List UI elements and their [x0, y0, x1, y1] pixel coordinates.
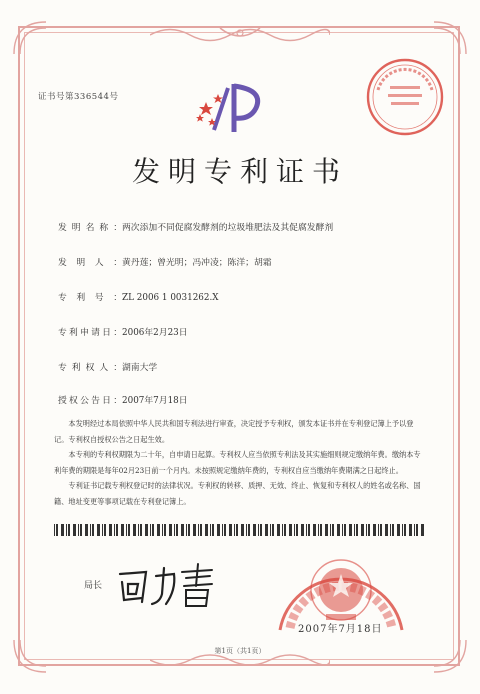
- barcode-bar: [174, 524, 175, 536]
- top-seal-stamp-icon: [364, 56, 446, 138]
- barcode-bar: [56, 524, 58, 536]
- barcode-bar: [248, 524, 250, 536]
- barcode-bar: [258, 524, 259, 536]
- barcode-bar: [78, 524, 79, 536]
- barcode-bar: [198, 524, 199, 536]
- barcode-bar: [66, 524, 67, 536]
- certificate-number: 证书号第336544号: [38, 92, 119, 102]
- barcode-bar: [186, 524, 187, 536]
- barcode-bar: [152, 524, 154, 536]
- barcode-bar: [229, 524, 232, 536]
- barcode-bar: [414, 524, 415, 536]
- barcode-bar: [169, 524, 172, 536]
- barcode-bar: [61, 524, 64, 536]
- barcode-bar: [97, 524, 100, 536]
- barcode-bar: [421, 524, 424, 536]
- barcode-bar: [73, 524, 76, 536]
- director-label: 局长: [84, 581, 103, 591]
- field-label: 专利权人：: [58, 363, 122, 373]
- barcode-bar: [181, 524, 184, 536]
- barcode-bar: [193, 524, 196, 536]
- field-value: 黄丹莲；曾光明；冯冲凌；陈洋；胡霜: [122, 258, 272, 268]
- barcode-bar: [217, 524, 220, 536]
- certificate-title: 发明专利证书: [131, 155, 348, 188]
- barcode-bar: [157, 524, 160, 536]
- field-patent-number: [58, 290, 219, 303]
- field-label: 授权公告日：: [58, 396, 122, 406]
- field-application-date: [58, 325, 188, 338]
- barcode-bar: [92, 524, 94, 536]
- barcode-bar: [162, 524, 163, 536]
- page-number: 第1页（共1页）: [214, 647, 266, 655]
- barcode-bar: [133, 524, 136, 536]
- field-patentee: [58, 360, 157, 373]
- field-label: 专利号：: [58, 293, 122, 303]
- patent-office-logo-icon: [194, 80, 270, 138]
- barcode-bar: [241, 524, 244, 536]
- field-value: 两次添加不同促腐发酵剂的垃圾堆肥法及其促腐发酵剂: [122, 223, 334, 233]
- barcode-bar: [224, 524, 226, 536]
- barcode-bar: [270, 524, 271, 536]
- barcode-bar: [121, 524, 124, 536]
- barcode-bar: [416, 524, 418, 536]
- body-paragraph: 本发明经过本局依照中华人民共和国专利法进行审查，决定授予专利权，颁发本证书并在专利登记簿上予以登记。专利权自授权公告之日起生效。: [54, 419, 414, 444]
- barcode-bar: [116, 524, 118, 536]
- barcode-bar: [212, 524, 214, 536]
- barcode-bar: [114, 524, 115, 536]
- field-grant-date: [58, 393, 188, 406]
- field-label: 发明人：: [58, 258, 122, 268]
- barcode-bar: [188, 524, 190, 536]
- issue-date: 2007年7月18日: [298, 624, 383, 635]
- barcode-bar: [164, 524, 166, 536]
- field-label: 发明名称：: [58, 223, 122, 233]
- barcode-bar: [236, 524, 238, 536]
- barcode-bar: [138, 524, 139, 536]
- field-inventors: [58, 255, 272, 268]
- barcode-bar: [80, 524, 82, 536]
- field-value: ZL 2006 1 0031262.X: [122, 293, 219, 303]
- field-value: 2007年7月18日: [122, 396, 188, 406]
- field-label: 专利申请日：: [58, 328, 122, 338]
- barcode-bar: [145, 524, 148, 536]
- barcode-bar: [54, 524, 55, 536]
- barcode-bar: [90, 524, 91, 536]
- handwritten-signature-icon: [112, 560, 222, 610]
- field-value: 2006年2月23日: [122, 328, 188, 338]
- barcode-bar: [234, 524, 235, 536]
- barcode-bar: [205, 524, 208, 536]
- barcode-bar: [222, 524, 223, 536]
- barcode-bar: [253, 524, 256, 536]
- barcode-bar: [200, 524, 202, 536]
- field-invention-name: [58, 220, 333, 233]
- barcode-bar: [140, 524, 142, 536]
- barcode-bar: [150, 524, 151, 536]
- barcode-bar: [260, 524, 262, 536]
- body-paragraph: 本专利的专利权期限为二十年，自申请日起算。专利权人应当依照专利法及其实施细则规定缴纳年费。缴纳本专利年费的期限是每年02月23日前一个月内。未按照规定缴纳年费的，专利权自应当缴纳年费期满之日起终止。: [54, 450, 421, 475]
- barcode-bar: [210, 524, 211, 536]
- field-value: 湖南大学: [122, 363, 158, 373]
- certificate-body: [54, 416, 422, 509]
- barcode-bar: [102, 524, 103, 536]
- barcode-bar: [246, 524, 247, 536]
- barcode-bar: [85, 524, 88, 536]
- barcode-bar: [176, 524, 178, 536]
- barcode-bar: [126, 524, 127, 536]
- body-paragraph: 专利证书记载专利权登记时的法律状况。专利权的转移、质押、无效、终止、恢复和专利权人的姓名或名称、国籍、地址变更等事项记载在专利登记簿上。: [54, 481, 421, 506]
- barcode-bar: [128, 524, 130, 536]
- barcode-bar: [104, 524, 106, 536]
- barcode-bar: [68, 524, 70, 536]
- barcode-bar: [265, 524, 268, 536]
- barcode-bar: [109, 524, 112, 536]
